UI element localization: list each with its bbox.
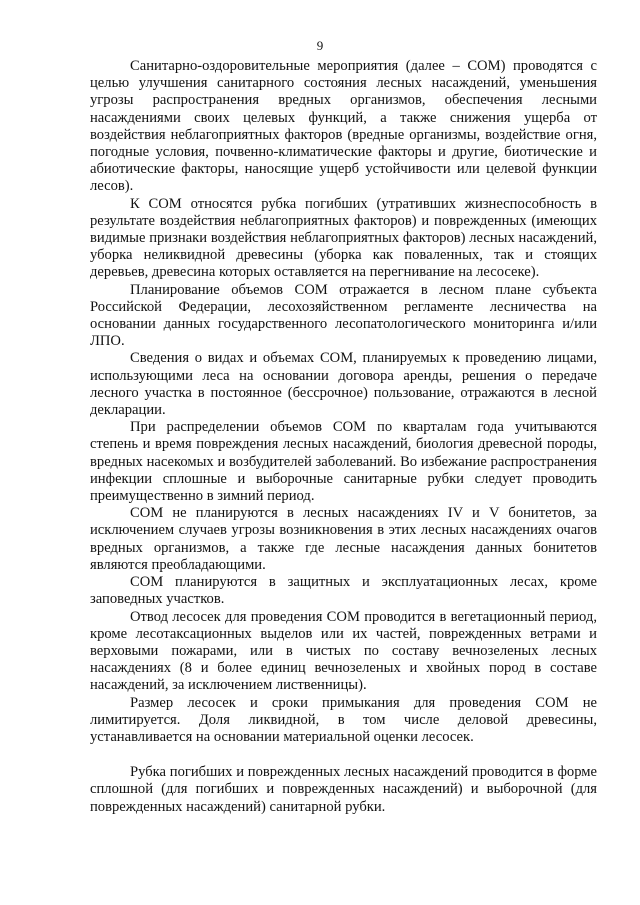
paragraph-sanitary-felling-forms: Рубка погибших и поврежденных лесных насаждений проводится в форме сплошной (для погибших и поврежденных насаждений) и выборочной (для поврежденных насаждений) санитарной рубки. — [90, 764, 597, 815]
paragraph-quarterly-distribution: При распределении объемов СОМ по кварталам года учитываются степень и время повреждения лесных насаждений, биология древесной породы, вредных насекомых и возбудителей заболеваний. Во избежание распространения инфекции сплошные и выборочные санитарные рубки следует проводить преимущественно в зимний период. — [90, 419, 597, 505]
paragraph-bonitet-exclusion: СОМ не планируются в лесных насаждениях IV и V бонитетов, за исключением случаев угрозы возникновения в этих лесных насаждениях очагов вредных организмов, а также где лесные насаждения данных бонитетов являются преобладающими. — [90, 505, 597, 573]
document-body — [90, 58, 597, 816]
paragraph-forest-declaration: Сведения о видах и объемах СОМ, планируемых к проведению лицами, использующими леса на основании договора аренды, решения о передаче лесного участка в постоянное (бессрочное) пользование, отражаются в лесной декларации. — [90, 350, 597, 419]
paragraph-cutting-area-allotment: Отвод лесосек для проведения СОМ проводится в вегетационный период, кроме лесотаксационных выделов или их частей, поврежденных ветрами и верховыми пожарами, или в чистых по составу вечнозеленых лесных насаждениях (8 и более единиц вечнозеленых и хвойных пород в составе насаждений, за исключением лиственницы). — [90, 608, 597, 694]
paragraph-som-planning: Планирование объемов СОМ отражается в лесном плане субъекта Российской Федерации, лесохозяйственном регламенте лесничества на основании данных государственного лесопатологического мониторинга и/или ЛПО. — [90, 281, 597, 350]
paragraph-som-definition: Санитарно-оздоровительные мероприятия (далее – СОМ) проводятся с целью улучшения санитарного состояния лесных насаждений, уменьшения угрозы распространения вредных организмов, обеспечения лесными насаждениями своих целевых функций, а также снижения ущерба от воздействия неблагоприятных факторов (вредные организмы, воздействие огня, погодные условия, почвенно-климатические факторы и другие, биотические и абиотические факторы, наносящие ущерб устойчивости или целевой функции лесов). — [90, 58, 597, 195]
paragraph-protective-forests: СОМ планируются в защитных и эксплуатационных лесах, кроме заповедных участков. — [90, 574, 597, 608]
paragraph-cutting-area-size: Размер лесосек и сроки примыкания для проведения СОМ не лимитируется. Доля ликвидной, в том числе деловой древесины, устанавливается на основании материальной оценки лесосек. — [90, 694, 597, 745]
page-number: 9 — [316, 38, 324, 53]
paragraph-som-types: К СОМ относятся рубка погибших (утративших жизнеспособность в результате воздействия неблагоприятных факторов) и поврежденных (имеющих видимые признаки воздействия неблагоприятных факторов) лесных насаждений, уборка неликвидной древесины (уборка как поваленных, так и стоящих деревьев, древесина которых оставляется на перегнивание на лесосеке). — [90, 195, 597, 281]
